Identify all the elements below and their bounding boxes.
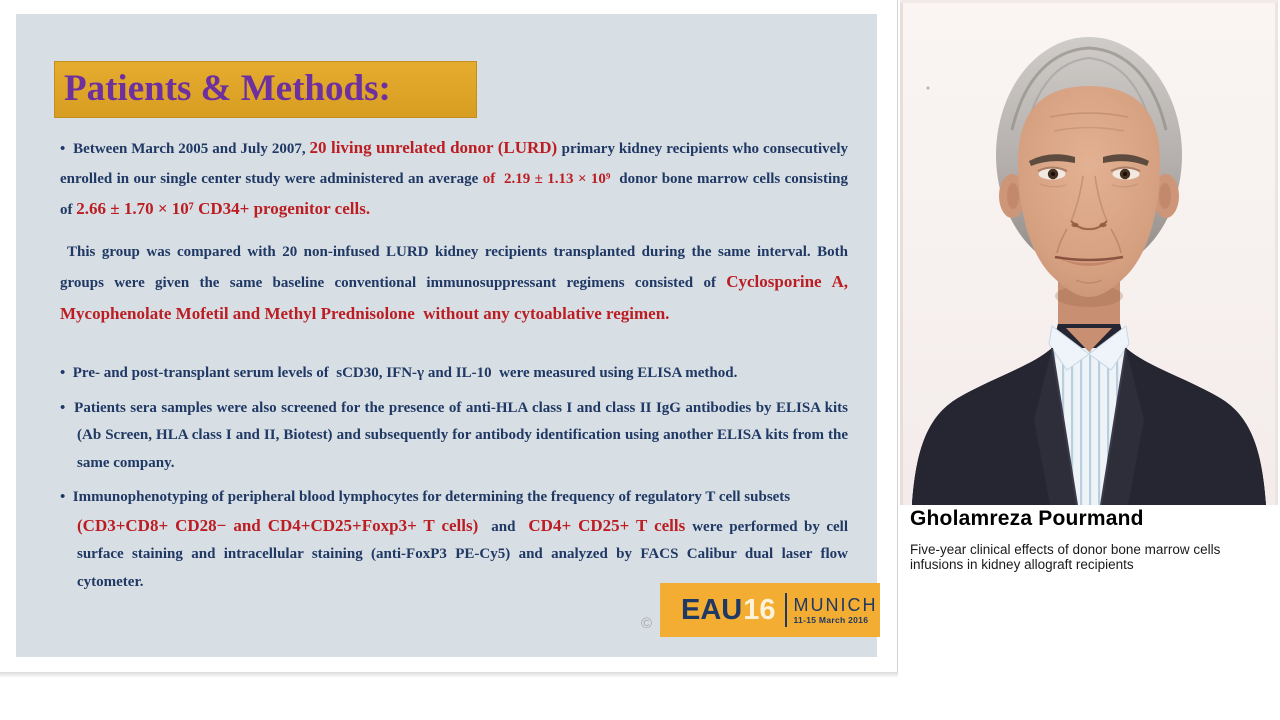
logo-brand-text: EAU <box>681 593 743 626</box>
copyright-icon: © <box>641 615 653 632</box>
speaker-talk-title: Five-year clinical effects of donor bone marrow cells infusions in kidney allograft recipients <box>910 542 1221 572</box>
slide-paragraph <box>60 484 848 596</box>
logo-divider <box>785 593 787 627</box>
speaker-panel <box>898 0 1280 720</box>
speaker-photo <box>900 0 1278 505</box>
text-segment: 2.66 ± 1.70 × 10⁷ CD34+ progenitor cells. <box>76 199 371 218</box>
bullet-marker: • <box>60 489 73 505</box>
presentation-slide <box>16 14 877 657</box>
logo-city-text: MUNICH <box>793 594 878 615</box>
text-segment: donor bone marrow cells consisting of <box>60 170 848 218</box>
slide-title-box <box>54 61 477 118</box>
text-segment: 20 living unrelated donor (LURD) <box>309 138 562 157</box>
slide-paragraph <box>60 395 848 478</box>
logo-year-text: 16 <box>743 593 776 626</box>
card-shadow <box>0 672 898 678</box>
slide-title: Patients & Methods: <box>64 68 391 109</box>
bullet-marker: • <box>60 365 73 381</box>
bullet-marker: • <box>60 141 74 157</box>
text-segment: Pre- and post-transplant serum levels of sCD30, IFN-γ and IL-10 were measured using ELISA method. <box>72 365 738 381</box>
slide-paragraph <box>60 360 848 388</box>
text-segment: were performed by cell surface staining and intracellular staining (anti-FoxP3 PE-Cy5) and analyzed by FACS Calibur dual laser flow cytometer. <box>77 518 849 590</box>
slide-paragraph <box>60 238 848 331</box>
eau16-munich-logo <box>660 583 880 637</box>
text-segment: This group was compared with 20 non-infused LURD kidney recipients transplanted during the same interval. Both groups were given the same baseline conventional immunosuppressant regimens consisted of <box>60 243 848 291</box>
text-segment: Cyclosporine A, Mycophenolate Mofetil and Methyl Prednisolone without any cytoablative regimen. <box>60 272 848 323</box>
logo-dates-text: 11-15 March 2016 <box>793 614 869 625</box>
text-segment: Patients sera samples were also screened for the presence of anti-HLA class I and class II IgG antibodies by ELISA kits (Ab Screen, HLA class I and II, Biotest) and subsequently for antibody identification using another ELISA kits from the same company. <box>74 399 848 471</box>
speaker-name: Gholamreza Pourmand <box>910 507 1144 530</box>
text-segment: and <box>478 518 529 535</box>
text-segment: of 2.19 ± 1.13 × 10⁹ <box>482 170 620 187</box>
text-segment: primary kidney recipients who consecutively enrolled in our single center study were administered an average <box>60 141 848 187</box>
text-segment: (CD3+CD8+ CD28− and CD4+CD25+Foxp3+ T cells) <box>77 515 479 535</box>
slide-content <box>60 133 848 596</box>
bullet-marker: • <box>60 399 75 416</box>
text-segment: Immunophenotyping of peripheral blood lymphocytes for determining the frequency of regulatory T cell subsets <box>72 489 791 505</box>
text-segment: Between March 2005 and July 2007, <box>73 141 310 157</box>
slide-paragraph <box>60 133 848 226</box>
text-segment: CD4+ CD25+ T cells <box>528 515 693 535</box>
